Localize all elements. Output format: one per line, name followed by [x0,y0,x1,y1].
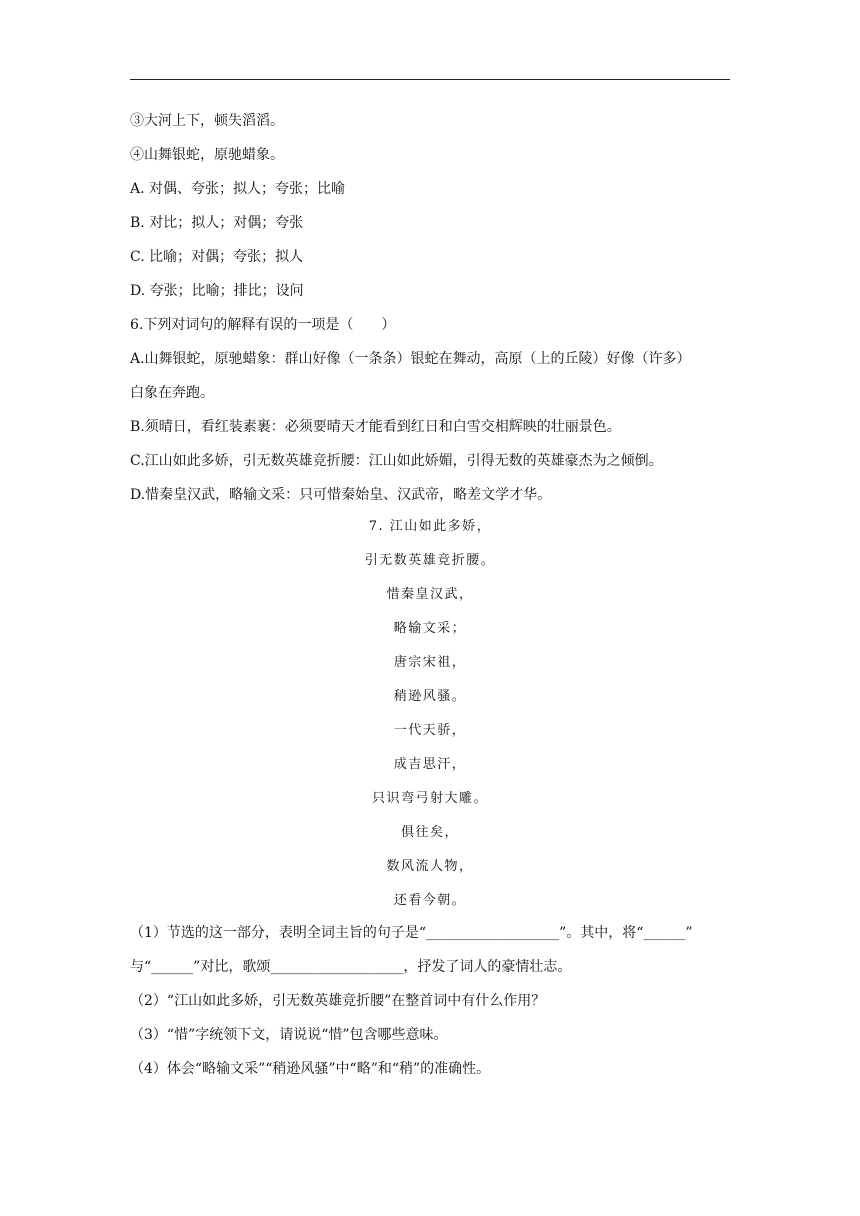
poem-line: 7. 江山如此多娇， [368,519,492,534]
question-7-2: （2）“江山如此多娇，引无数英雄竞折腰”在整首词中有什么作用？ [130,993,546,1009]
q6-option-d: D.惜秦皇汉武，略输文采：只可惜秦始皇、汉武帝，略差文学才华。 [130,487,552,503]
poem-line: 只识弯弓射大雕。 [371,791,488,806]
q6-option-c: C.江山如此多娇，引无数英雄竞折腰：江山如此娇媚，引得无数的英雄豪杰为之倾倒。 [130,453,663,469]
poem-line: 惜秦皇汉武， [386,587,474,602]
poem-line: 引无数英雄竞折腰。 [364,553,496,568]
q6-option-a-line1: A.山舞银蛇，原驰蜡象：群山好像（一条条）银蛇在舞动，高原（上的丘陵）好像（许多） [130,351,691,367]
poem-line: 稍逊风骚。 [393,689,467,704]
q6-option-a-line2: 白象在奔跑。 [130,385,214,401]
line-item-3: ③大河上下，顿失滔滔。 [130,113,284,129]
line-item-4: ④山舞银蛇，原驰蜡象。 [130,147,284,163]
poem-line: 数风流人物， [386,859,474,874]
poem-line: 俱往矣， [400,825,459,840]
question-7-4: （4）体会“略输文采”“稍逊风骚”中“略”和“稍”的准确性。 [130,1061,491,1077]
question-7-3: （3）“惜”字统领下文，请说说“惜”包含哪些意味。 [130,1027,448,1043]
question-7-1b: 与“______”对比，歌颂___________________，抒发了词人的豪情壮志。 [130,959,572,975]
poem-line: 一代天骄， [393,723,467,738]
option-a: A. 对偶、夸张；拟人；夸张；比喻 [130,181,346,197]
q6-option-b: B.须晴日，看红装素裹：必须要晴天才能看到红日和白雪交相辉映的壮丽景色。 [130,419,621,435]
poem-line: 略输文采； [393,621,467,636]
poem-line: 成吉思汗， [393,757,467,772]
question-7-1a: （1）节选的这一部分，表明全词主旨的句子是“___________________”。其中，将“______” [130,925,693,941]
option-b: B. 对比；拟人；对偶；夸张 [130,215,304,231]
option-c: C. 比喻；对偶；夸张；拟人 [130,249,304,265]
header-rule [130,79,730,80]
question-6: 6.下列对词句的解释有误的一项是（ ） [130,317,396,333]
poem-line: 唐宗宋祖， [393,655,467,670]
option-d: D. 夸张；比喻；排比；设问 [130,283,304,299]
poem-line: 还看今朝。 [393,893,467,908]
